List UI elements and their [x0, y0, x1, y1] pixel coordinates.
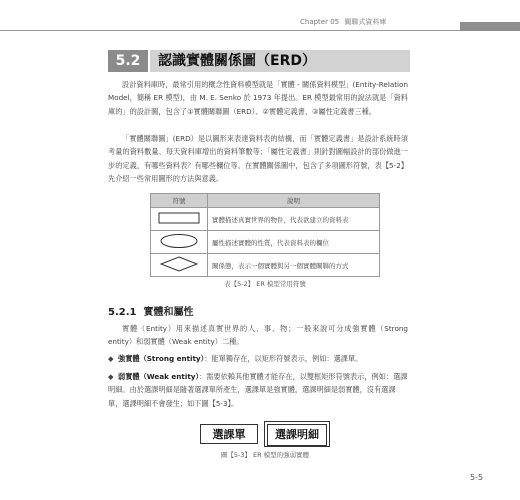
bullet-text: ：能單獨存在，以矩形符號表示，例如：選課單。 — [204, 354, 363, 363]
table-row — [151, 208, 380, 231]
er-symbol-table — [150, 193, 380, 277]
chapter-label: Chapter 05 — [300, 18, 340, 26]
symbol-cell — [151, 254, 208, 277]
symbol-cell — [151, 231, 208, 254]
bullet-marker: ◆ — [108, 372, 114, 381]
description-cell: 屬性描述實體的性質，代表資料表的欄位 — [208, 231, 380, 254]
description-cell: 實體描述真實世界的物件，代表欲建立的資料表 — [208, 208, 380, 231]
subsection-heading — [108, 303, 193, 318]
table-header-row — [151, 194, 380, 208]
table-row — [151, 231, 380, 254]
page-number: 5-5 — [470, 473, 484, 482]
subsection-title: 實體和屬性 — [143, 307, 194, 318]
running-header — [300, 17, 460, 27]
intro-paragraph — [108, 322, 408, 349]
column-header-description: 說明 — [208, 194, 380, 208]
paragraph-text: 設計資料庫時，最常引用的概念性資料模型就是「實體 - 關係資料模型」(Entity-Relation Model，簡稱 ER 模型)，由 M. E. Senko 於 1973 年提出。ER 模型最常用的說法就是「資料庫的」的設計圖，包含了①實體關聯圖（ERD）、②實體定義書、③屬性定義書三種。 — [108, 80, 408, 116]
chapter-title: 關聯式資料庫 — [344, 18, 387, 26]
paragraph-1 — [108, 78, 408, 118]
figure-caption: 圖【5-3】 ER 模型的強弱實體 — [220, 451, 310, 459]
ellipse-icon — [157, 233, 201, 249]
paragraph-text: 「實體關聯圖」(ERD）是以圖形來表達資料表的結構，而「實體定義書」是設計系統時須考量的資料數量、每天資料庫增出的資料筆數等；「屬性定義書」則針對圖幅設計的部份做進一步的定義，有哪些資料表？有哪些欄位等。在實體關係圖中，包含了多項圖形符號，表【5-2】先介紹一些常用圖形的方法與意義。 — [108, 134, 408, 184]
column-header-symbol: 符號 — [151, 194, 208, 208]
rectangle-icon — [157, 211, 201, 225]
section-title: 認識實體關係圖（ERD） — [150, 50, 410, 72]
diamond-icon — [157, 255, 201, 273]
bullet-term: 強實體（Strong entity） — [118, 354, 205, 363]
weak-entity-box — [264, 421, 330, 447]
table-row — [151, 254, 380, 277]
bullet-text: ：需要依賴其他實體才能存在，以雙框矩形符號表示，例如：選課明細。由於選課明細是隨著選課單所產生，選課單是強實體，選課明細是弱實體，沒有選課單，選課明細不會發生；如下圖【5-3】。 — [108, 372, 408, 408]
bullet-strong-entity — [108, 352, 408, 365]
strong-entity-box: 選課單 — [200, 424, 258, 444]
description-cell: 關係態，表示一個實體與另一個實體關聯的方式 — [208, 254, 380, 277]
section-number: 5.2 — [108, 50, 148, 72]
bullet-term: 弱實體（Weak entity） — [118, 372, 200, 381]
weak-entity-label: 選課明細 — [267, 424, 327, 446]
table-caption: 表【5-2】 ER 模型常用符號 — [224, 280, 306, 288]
header-rule — [0, 30, 520, 31]
header-tab — [460, 22, 520, 31]
bullet-marker: ◆ — [108, 354, 114, 363]
paragraph-text: 實體（Entity）用來描述真實世界的人、事、物；一般來說可分成強實體（Strong entity）和弱實體（Weak entity）二種。 — [108, 324, 408, 347]
bullet-weak-entity — [108, 370, 408, 410]
paragraph-2 — [108, 132, 408, 186]
symbol-cell — [151, 208, 208, 231]
subsection-number: 5.2.1 — [108, 307, 137, 318]
